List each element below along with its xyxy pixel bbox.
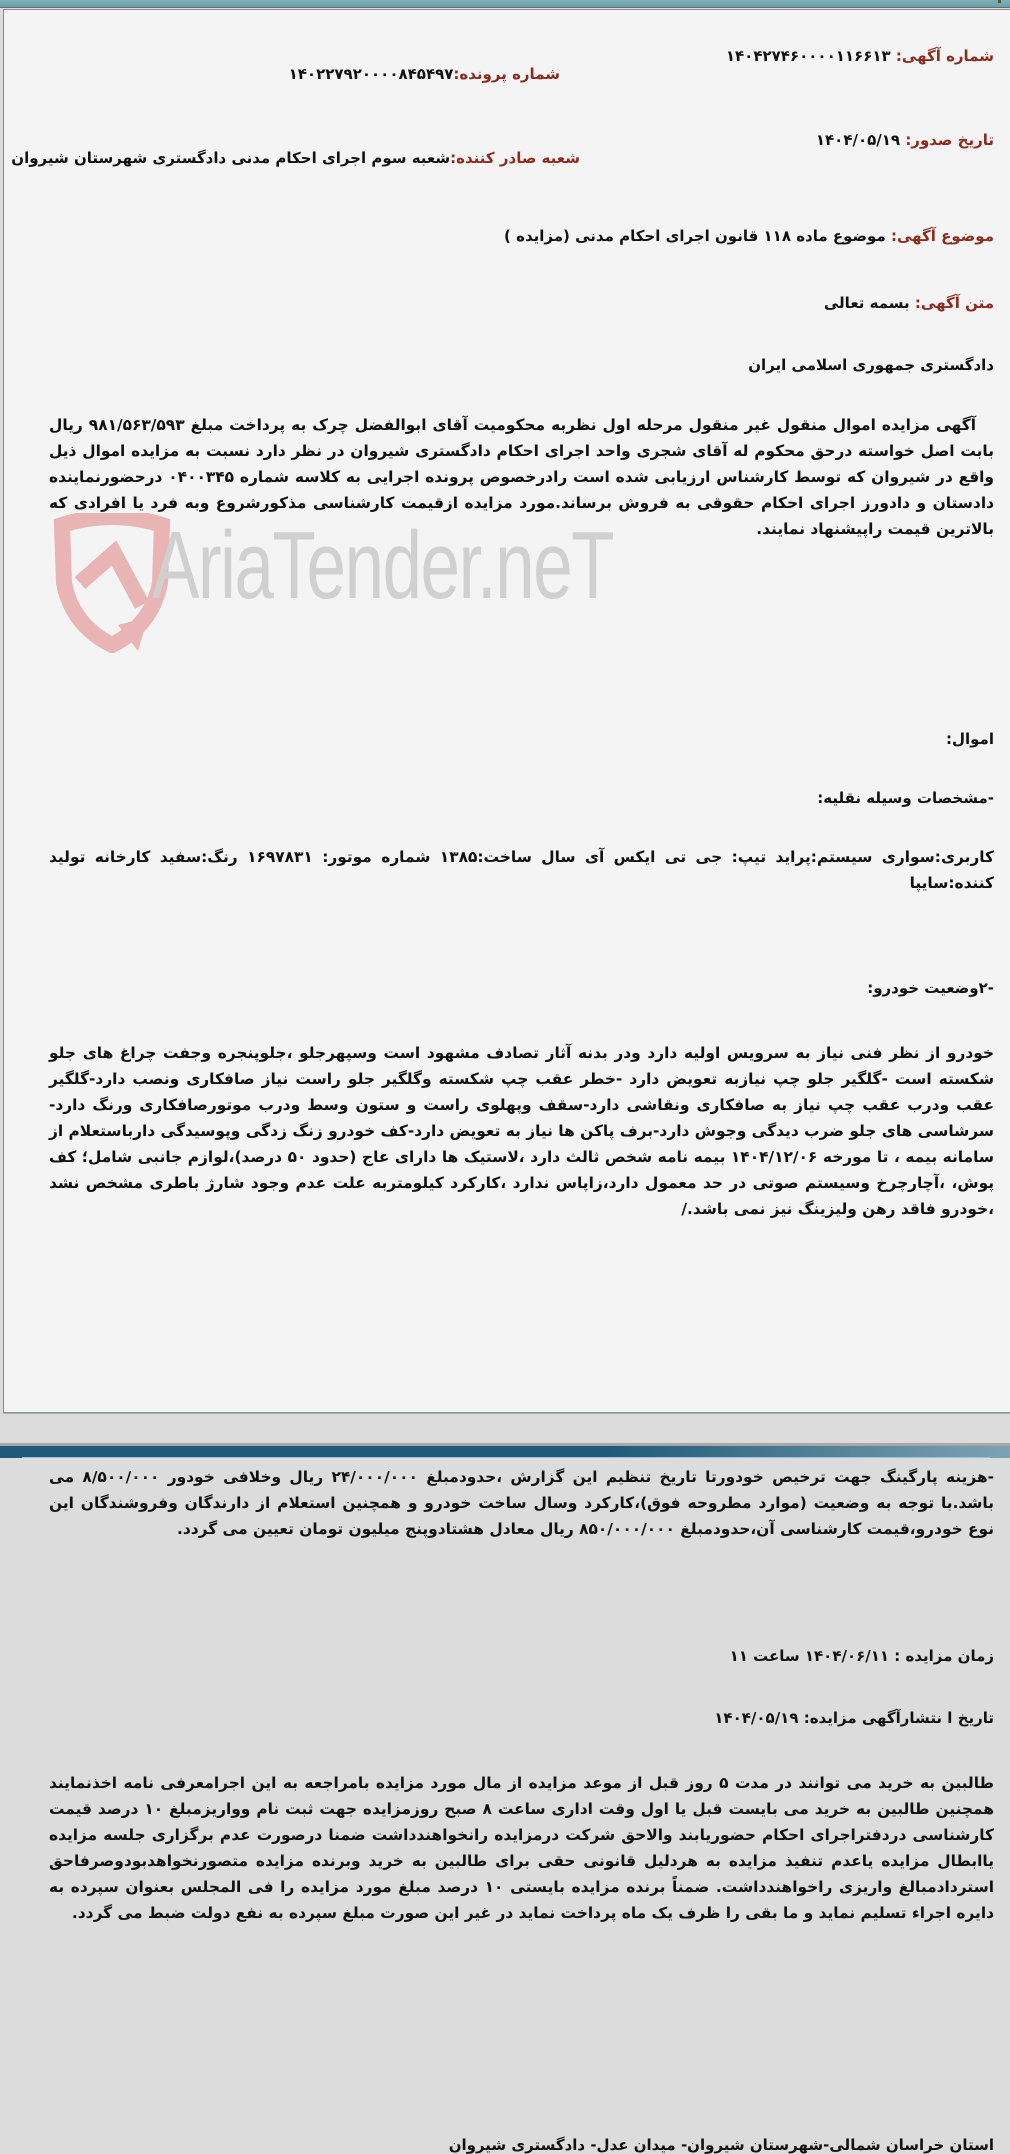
issue-date-value: ۱۴۰۴/۰۵/۱۹: [815, 131, 901, 149]
case-number-row: [0, 65, 560, 83]
issuer-value: شعبه سوم اجرای احکام مدنی دادگستری شهرستان شیروان: [11, 149, 451, 167]
title-bar-dot: [998, 0, 1001, 3]
assets-heading: اموال:: [946, 730, 994, 748]
case-number-value: ۱۴۰۲۲۷۹۲۰۰۰۰۸۴۵۴۹۷: [288, 65, 454, 83]
body-text-value: بسمه تعالی: [823, 294, 910, 312]
condition-paragraph: خودرو از نظر فنی نیاز به سرویس اولیه دارد ودر بدنه آثار تصادف مشهود است وسپهرجلو ،جلوپنجره وجفت چراغ های جلو شکسته است -گلگیر جلو چپ نیازبه تعویض دارد -خطر عقب چپ شکسته وگلگیر جلو راست نیاز صافکاری ونصب دارد-گلگیر عقب ودرب عقب چپ نیاز به صافکاری ونقاشی دارد-سقف وپهلوی راست و ستون وسط ودرب موتورصافکاری ورنگ دارد-سرشاسی های جلو ضرب دیدگی وجوش دارد-برف پاکن ها نیاز به تعویض دارد-کف خودرو زنگ زدگی وپوسیدگی دارباستعلام از سامانه بیمه ، تا مورخه ۱۴۰۴/۱۲/۰۶ بیمه نامه شخص ثالث دارد ،لاستیک ها دارای عاج (حدود ۵۰ درصد)،لوازم جانبی شامل؛ کف پوش، ،آچارچرخ وسیستم صوتی در حد معمول دارد،زاپاس ندارد ،کارکرد کیلومتربه علت عدم وجود شارژ باطری مشخص نشد ،خودرو فاقد رهن ولیزینگ نیز نمی باشد./: [49, 1044, 995, 1218]
subject-label: موضوع آگهی:: [890, 227, 994, 245]
ad-number-row: [0, 47, 994, 65]
issuer-row: [0, 149, 580, 167]
vehicle-specs: کاربری:سواری سیستم:پراید تیپ: جی تی ایکس آی سال ساخت:۱۳۸۵ شماره موتور: ۱۶۹۷۸۳۱ رنگ:سفید کارخانه تولید کننده:سایپا: [49, 848, 994, 892]
vehicle-heading: -مشخصات وسیله نقلیه:: [817, 789, 994, 807]
condition-heading: -۲وضعیت خودرو:: [867, 979, 994, 997]
issue-date-row: [0, 131, 994, 149]
cost-paragraph: -هزینه پارگینگ جهت ترخیص خودورتا تاریخ تنظیم این گزارش ،حدودمبلغ ۲۴/۰۰۰/۰۰۰ ریال وخلافی خودور ۸/۵۰۰/۰۰۰ می باشد.با توجه به وضعیت (موارد مطروحه فوق)،کارکرد وسال ساخت خودرو و همچنین استعلام از دارندگان وفروشندگان این نوع خودرو،قیمت کارشناسی آن،حدودمبلغ ۸۵۰/۰۰۰/۰۰۰ ریال معادل هشتادوپنج میلیون تومان تعیین می گردد.: [49, 1468, 995, 1538]
court-title: دادگستری جمهوری اسلامی ایران: [748, 356, 994, 374]
body-text-label: متن آگهی:: [914, 294, 994, 312]
announcement-panel: [3, 9, 1010, 2154]
publish-date: تاریخ ا نتشارآگهی مزایده: ۱۴۰۴/۰۵/۱۹: [714, 1709, 994, 1727]
window-top-bar: [0, 0, 1010, 8]
subject-value: موضوع ماده ۱۱۸ قانون اجرای احکام مدنی (مزایده ): [504, 227, 886, 245]
watermark-text: AriaTender.neT: [152, 512, 614, 619]
address: استان خراسان شمالی-شهرستان شیروان- میدان عدل- دادگستری شیروان: [448, 2136, 994, 2154]
taskbar-strip: [0, 1446, 1010, 1458]
subject-row: [0, 227, 994, 245]
ad-number-label: شماره آگهی:: [895, 47, 994, 65]
auction-time: زمان مزایده : ۱۴۰۴/۰۶/۱۱ ساعت ۱۱: [729, 1647, 994, 1665]
ad-number-value: ۱۴۰۴۲۷۴۶۰۰۰۰۱۱۶۶۱۳: [725, 47, 891, 65]
announcement-content: [4, 10, 1010, 2154]
terms-paragraph: طالبین به خرید می توانند در مدت ۵ روز قبل از موعد مزایده از مال مورد مزایده بامراجعه به این اجرامعرفی نامه اخذنمایند همچنین طالبین به خرید می بایست قبل یا اول وقت اداری ساعت ۸ صبح روزمزایده جهت ثبت نام وواریزمبلغ ۱۰ درصد قیمت کارشناسی دردفتراجرای احکام حضوریابند والاحق شرکت درمزایده رانخواهندداشت ضمنا درصورت عدم برگزاری جلسه مزایده یاابطال مزایده یاعدم تنفیذ مزایده به هردلیل قانونی حقی برای طالبین به خرید وبرنده مزایده متصورنخواهدبودوصرفاحق استردادمبالغ واریزی راخواهندداشت. ضمناً برنده مزایده بایستی ۱۰ درصد مبلغ مورد مزایده را فی المجلس بعنوان سپرده به دایره اجراء تسلیم نماید و ما بقی را ظرف یک ماه پرداخت نماید در غیر این صورت مبلغ سپرده به نفع دولت ضبط می گردد.: [49, 1774, 994, 1922]
issue-date-label: تاریخ صدور:: [905, 131, 994, 149]
issuer-label: شعبه صادر کننده:: [450, 149, 580, 167]
body-text-row: [0, 294, 994, 312]
case-number-label: شماره پرونده:: [453, 65, 560, 83]
intro-paragraph: آگهی مزایده اموال منقول غیر منقول مرحله اول نظربه محکومیت آقای ابوالفضل چرک به پرداخت مبلغ ۹۸۱/۵۶۳/۵۹۳ ریال بابت اصل خواسته درحق محکوم له آقای شجری واحد اجرای احکام دادگستری شیروان در نظر دارد نسبت به مزایده اموال ذیل واقع در شیروان که توسط کارشناس ارزیابی شده است رادرخصوص پرونده اجرایی به کلاسه شماره ۰۴۰۰۳۴۵ درحضورنماینده دادستان و دادورز اجرای احکام حقوقی به فروش برساند.مورد مزایده ازقیمت کارشناسی مذکورشروع وبه فرد یا افرادی که بالاترین قیمت راپیشنهاد نمایند.: [49, 416, 994, 538]
